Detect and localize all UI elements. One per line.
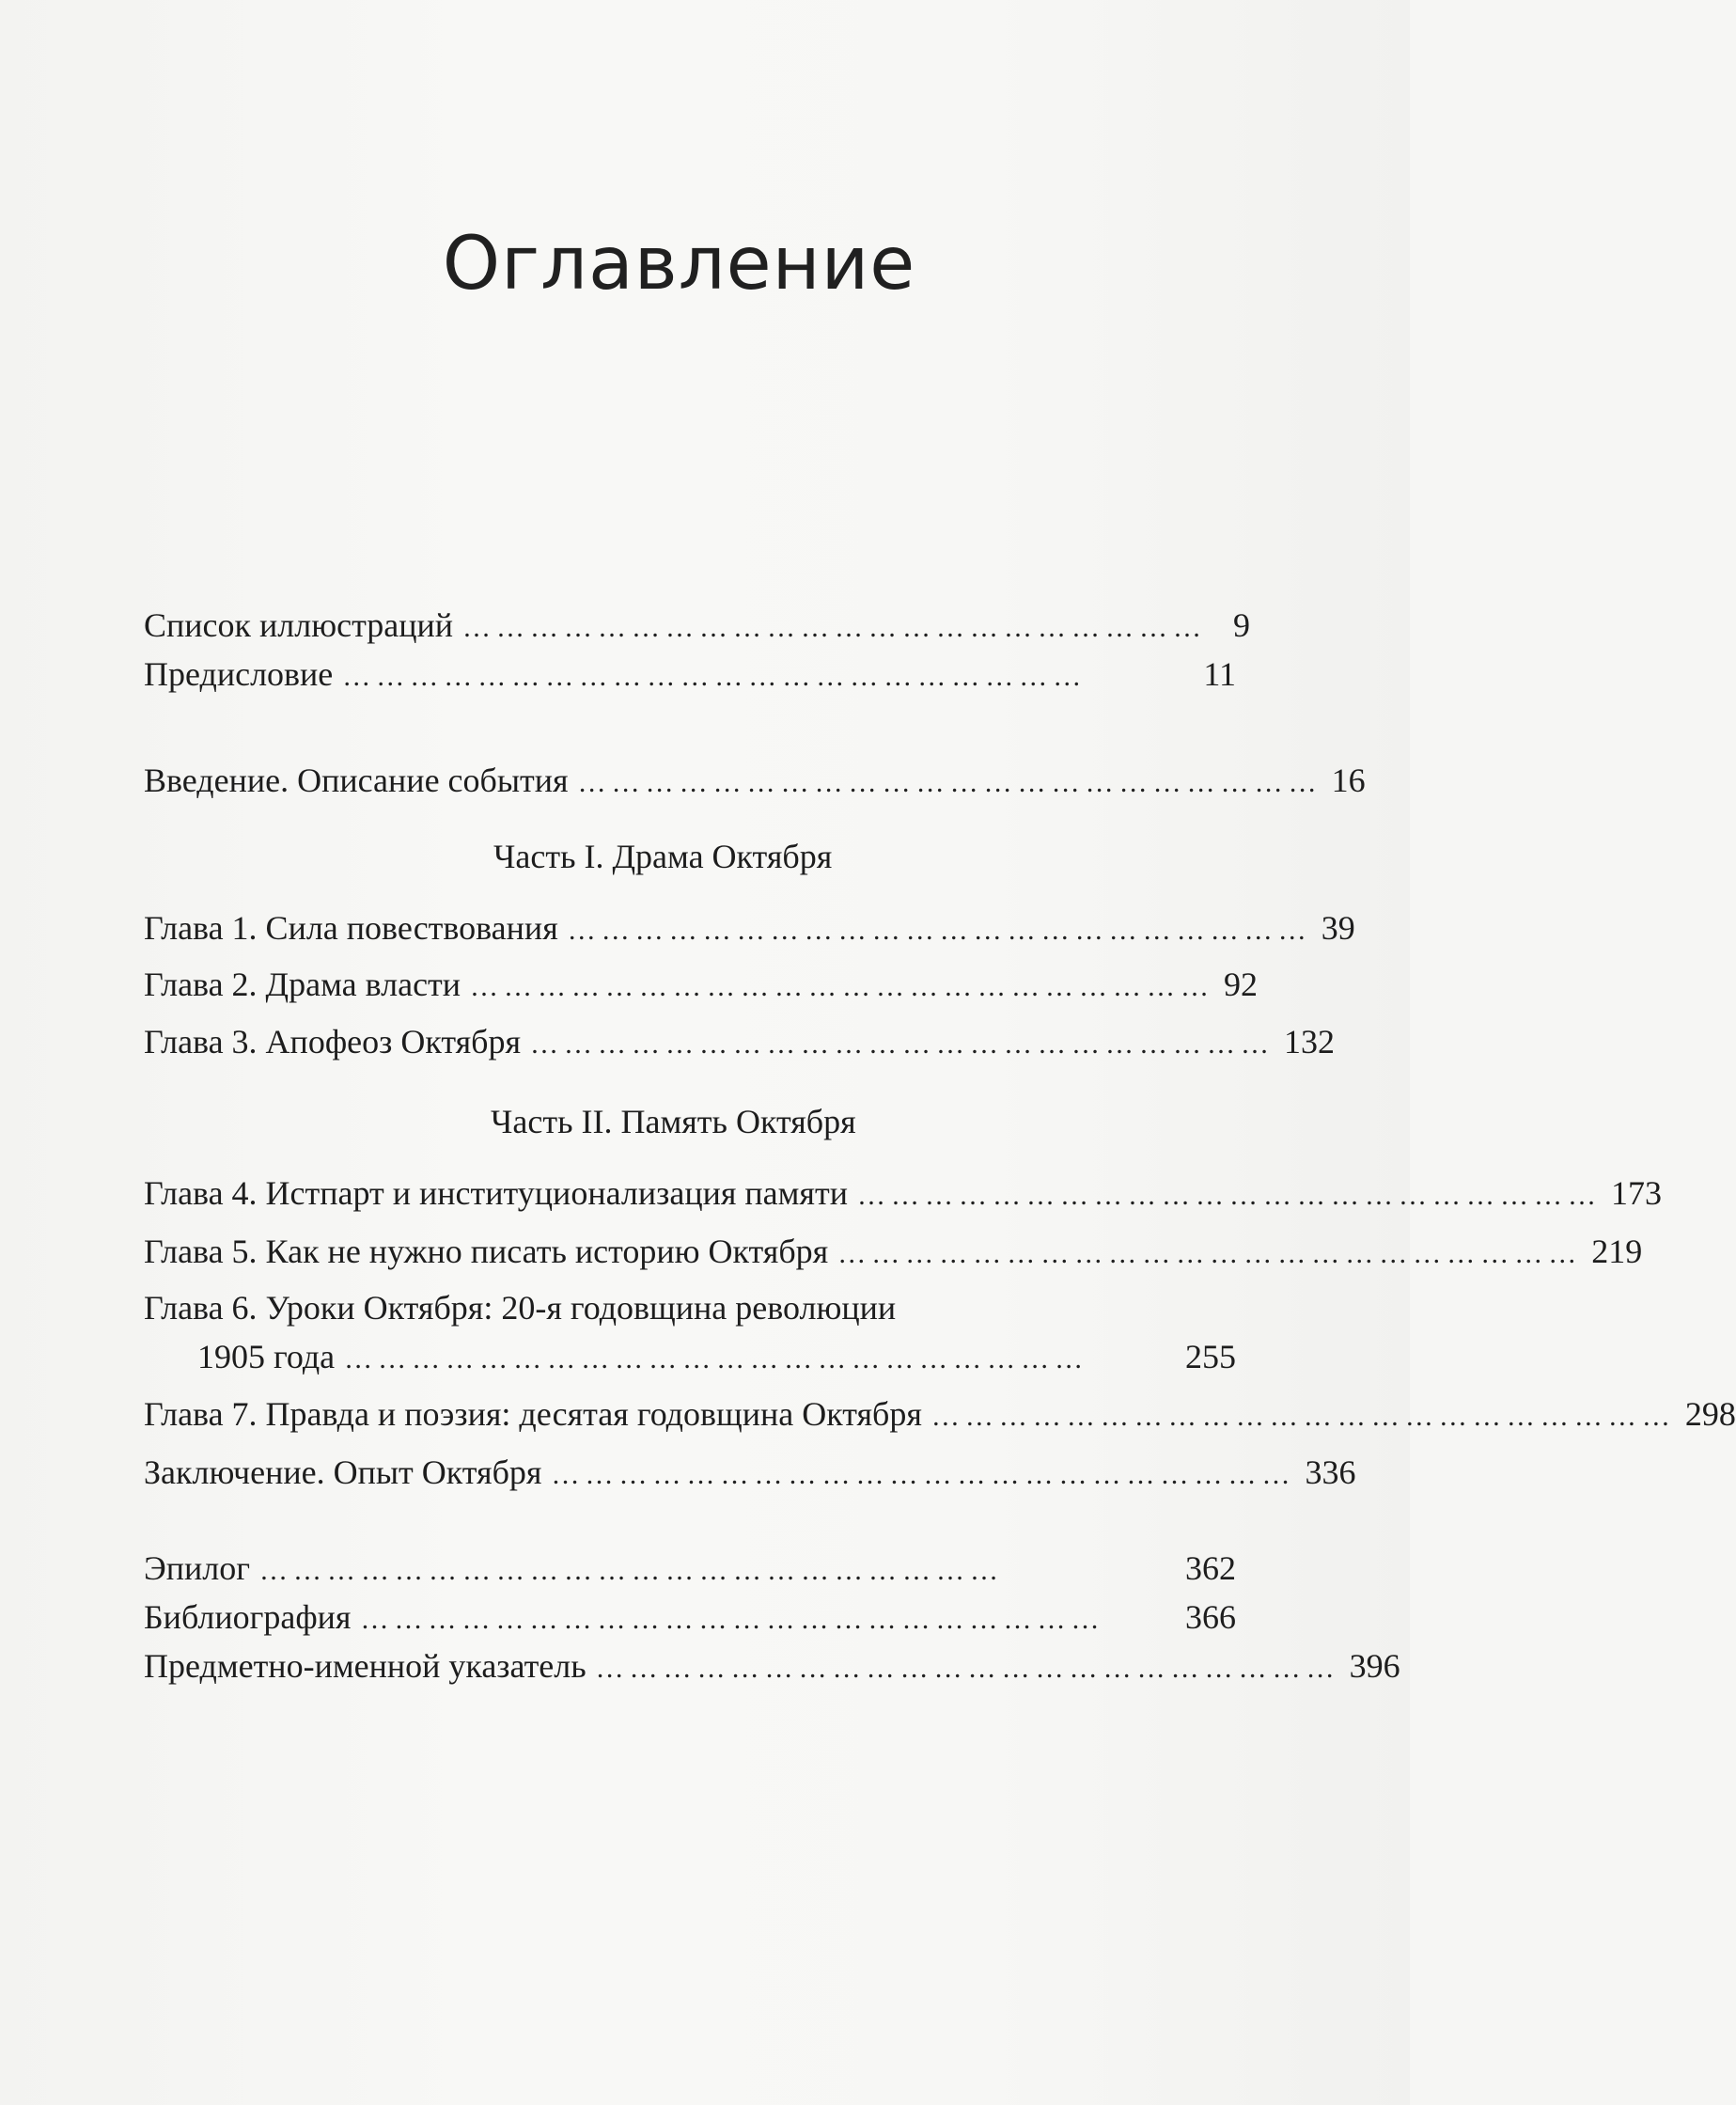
toc-entry-preface[interactable] <box>144 651 1236 698</box>
toc-page-number: 396 <box>1349 1647 1400 1685</box>
dot-leader: ………………………………………………………… <box>551 1459 1296 1490</box>
toc-entry-chapter-6-title[interactable]: Глава 6. Уроки Октября: 20-я годовщина революции <box>144 1289 897 1327</box>
toc-page-number: 255 <box>1185 1338 1236 1375</box>
toc-entry-conclusion[interactable] <box>144 1449 1356 1496</box>
toc-entry-title: Список иллюстраций <box>144 606 454 644</box>
toc-page-number: 298 <box>1684 1395 1736 1433</box>
toc-page-number: 219 <box>1591 1233 1643 1270</box>
toc-entry-chapter-4[interactable] <box>144 1170 1662 1217</box>
toc-entry-title: Заключение. Опыт Октября <box>144 1453 542 1491</box>
toc-page-number: 16 <box>1331 762 1366 799</box>
toc-entry-title: Глава 1. Сила повествования <box>144 909 558 947</box>
toc-part-heading-2: Часть II. Память Октября <box>491 1103 856 1140</box>
dot-leader: ………………………………………………………… <box>344 1343 1089 1375</box>
toc-entry-index[interactable] <box>144 1642 1400 1689</box>
toc-entry-illustrations[interactable] <box>144 602 1251 649</box>
toc-entry-chapter-1[interactable] <box>144 904 1355 951</box>
toc-entry-title: Глава 4. Истпарт и институционализация памяти <box>144 1174 848 1212</box>
dot-leader: ………………………………………………………… <box>837 1238 1583 1269</box>
toc-page-number: 362 <box>1185 1549 1236 1587</box>
toc-page-number: 9 <box>1233 606 1251 644</box>
toc-entry-introduction[interactable] <box>144 757 1366 804</box>
toc-page-number: 366 <box>1185 1598 1236 1636</box>
toc-entry-bibliography[interactable] <box>144 1594 1236 1641</box>
toc-entry-chapter-6[interactable] <box>197 1333 1236 1380</box>
toc-page-number: 336 <box>1305 1453 1356 1491</box>
dot-leader: ………………………………………………………… <box>595 1653 1340 1684</box>
toc-entry-title: Глава 2. Драма власти <box>144 966 461 1003</box>
toc-entry-chapter-2[interactable] <box>144 961 1259 1008</box>
toc-entry-title: Эпилог <box>144 1549 251 1587</box>
dot-leader: ………………………………………………………… <box>577 767 1322 798</box>
dot-leader: ………………………………………………………… <box>259 1555 1005 1586</box>
toc-part-heading-1: Часть I. Драма Октября <box>493 838 833 875</box>
toc-entry-title: Введение. Описание события <box>144 762 569 799</box>
toc-entry-title: Глава 7. Правда и поэзия: десятая годовщина Октября <box>144 1395 922 1433</box>
toc-entry-title: Глава 3. Апофеоз Октября <box>144 1023 522 1060</box>
toc-entry-chapter-7[interactable] <box>144 1390 1736 1437</box>
toc-page-number: 132 <box>1284 1023 1336 1060</box>
toc-entry-title: Предисловие <box>144 655 334 693</box>
dot-leader: ………………………………………………………… <box>462 612 1208 643</box>
toc-entry-title: Глава 5. Как не нужно писать историю Октября <box>144 1233 829 1270</box>
toc-page-number: 92 <box>1224 966 1259 1003</box>
dot-leader: ………………………………………………………… <box>470 971 1215 1002</box>
toc-entry-chapter-3[interactable] <box>144 1018 1336 1065</box>
dot-leader: ………………………………………………………… <box>567 915 1312 946</box>
toc-entry-title-continuation: 1905 года <box>197 1338 336 1375</box>
toc-page-number: 39 <box>1321 909 1355 947</box>
toc-page-number: 11 <box>1203 655 1236 693</box>
toc-entry-title: Библиография <box>144 1598 352 1636</box>
dot-leader: ………………………………………………………… <box>360 1604 1105 1635</box>
toc-page-number: 173 <box>1611 1174 1662 1212</box>
dot-leader: ………………………………………………………… <box>931 1401 1676 1432</box>
toc-entry-title: Предметно-именной указатель <box>144 1647 586 1685</box>
page-title: Оглавление <box>442 222 916 306</box>
dot-leader: ………………………………………………………… <box>857 1180 1602 1211</box>
toc-entry-chapter-5[interactable] <box>144 1228 1643 1275</box>
dot-leader: ………………………………………………………… <box>342 661 1087 692</box>
toc-entry-epilogue[interactable] <box>144 1545 1236 1592</box>
dot-leader: ………………………………………………………… <box>530 1029 1275 1060</box>
